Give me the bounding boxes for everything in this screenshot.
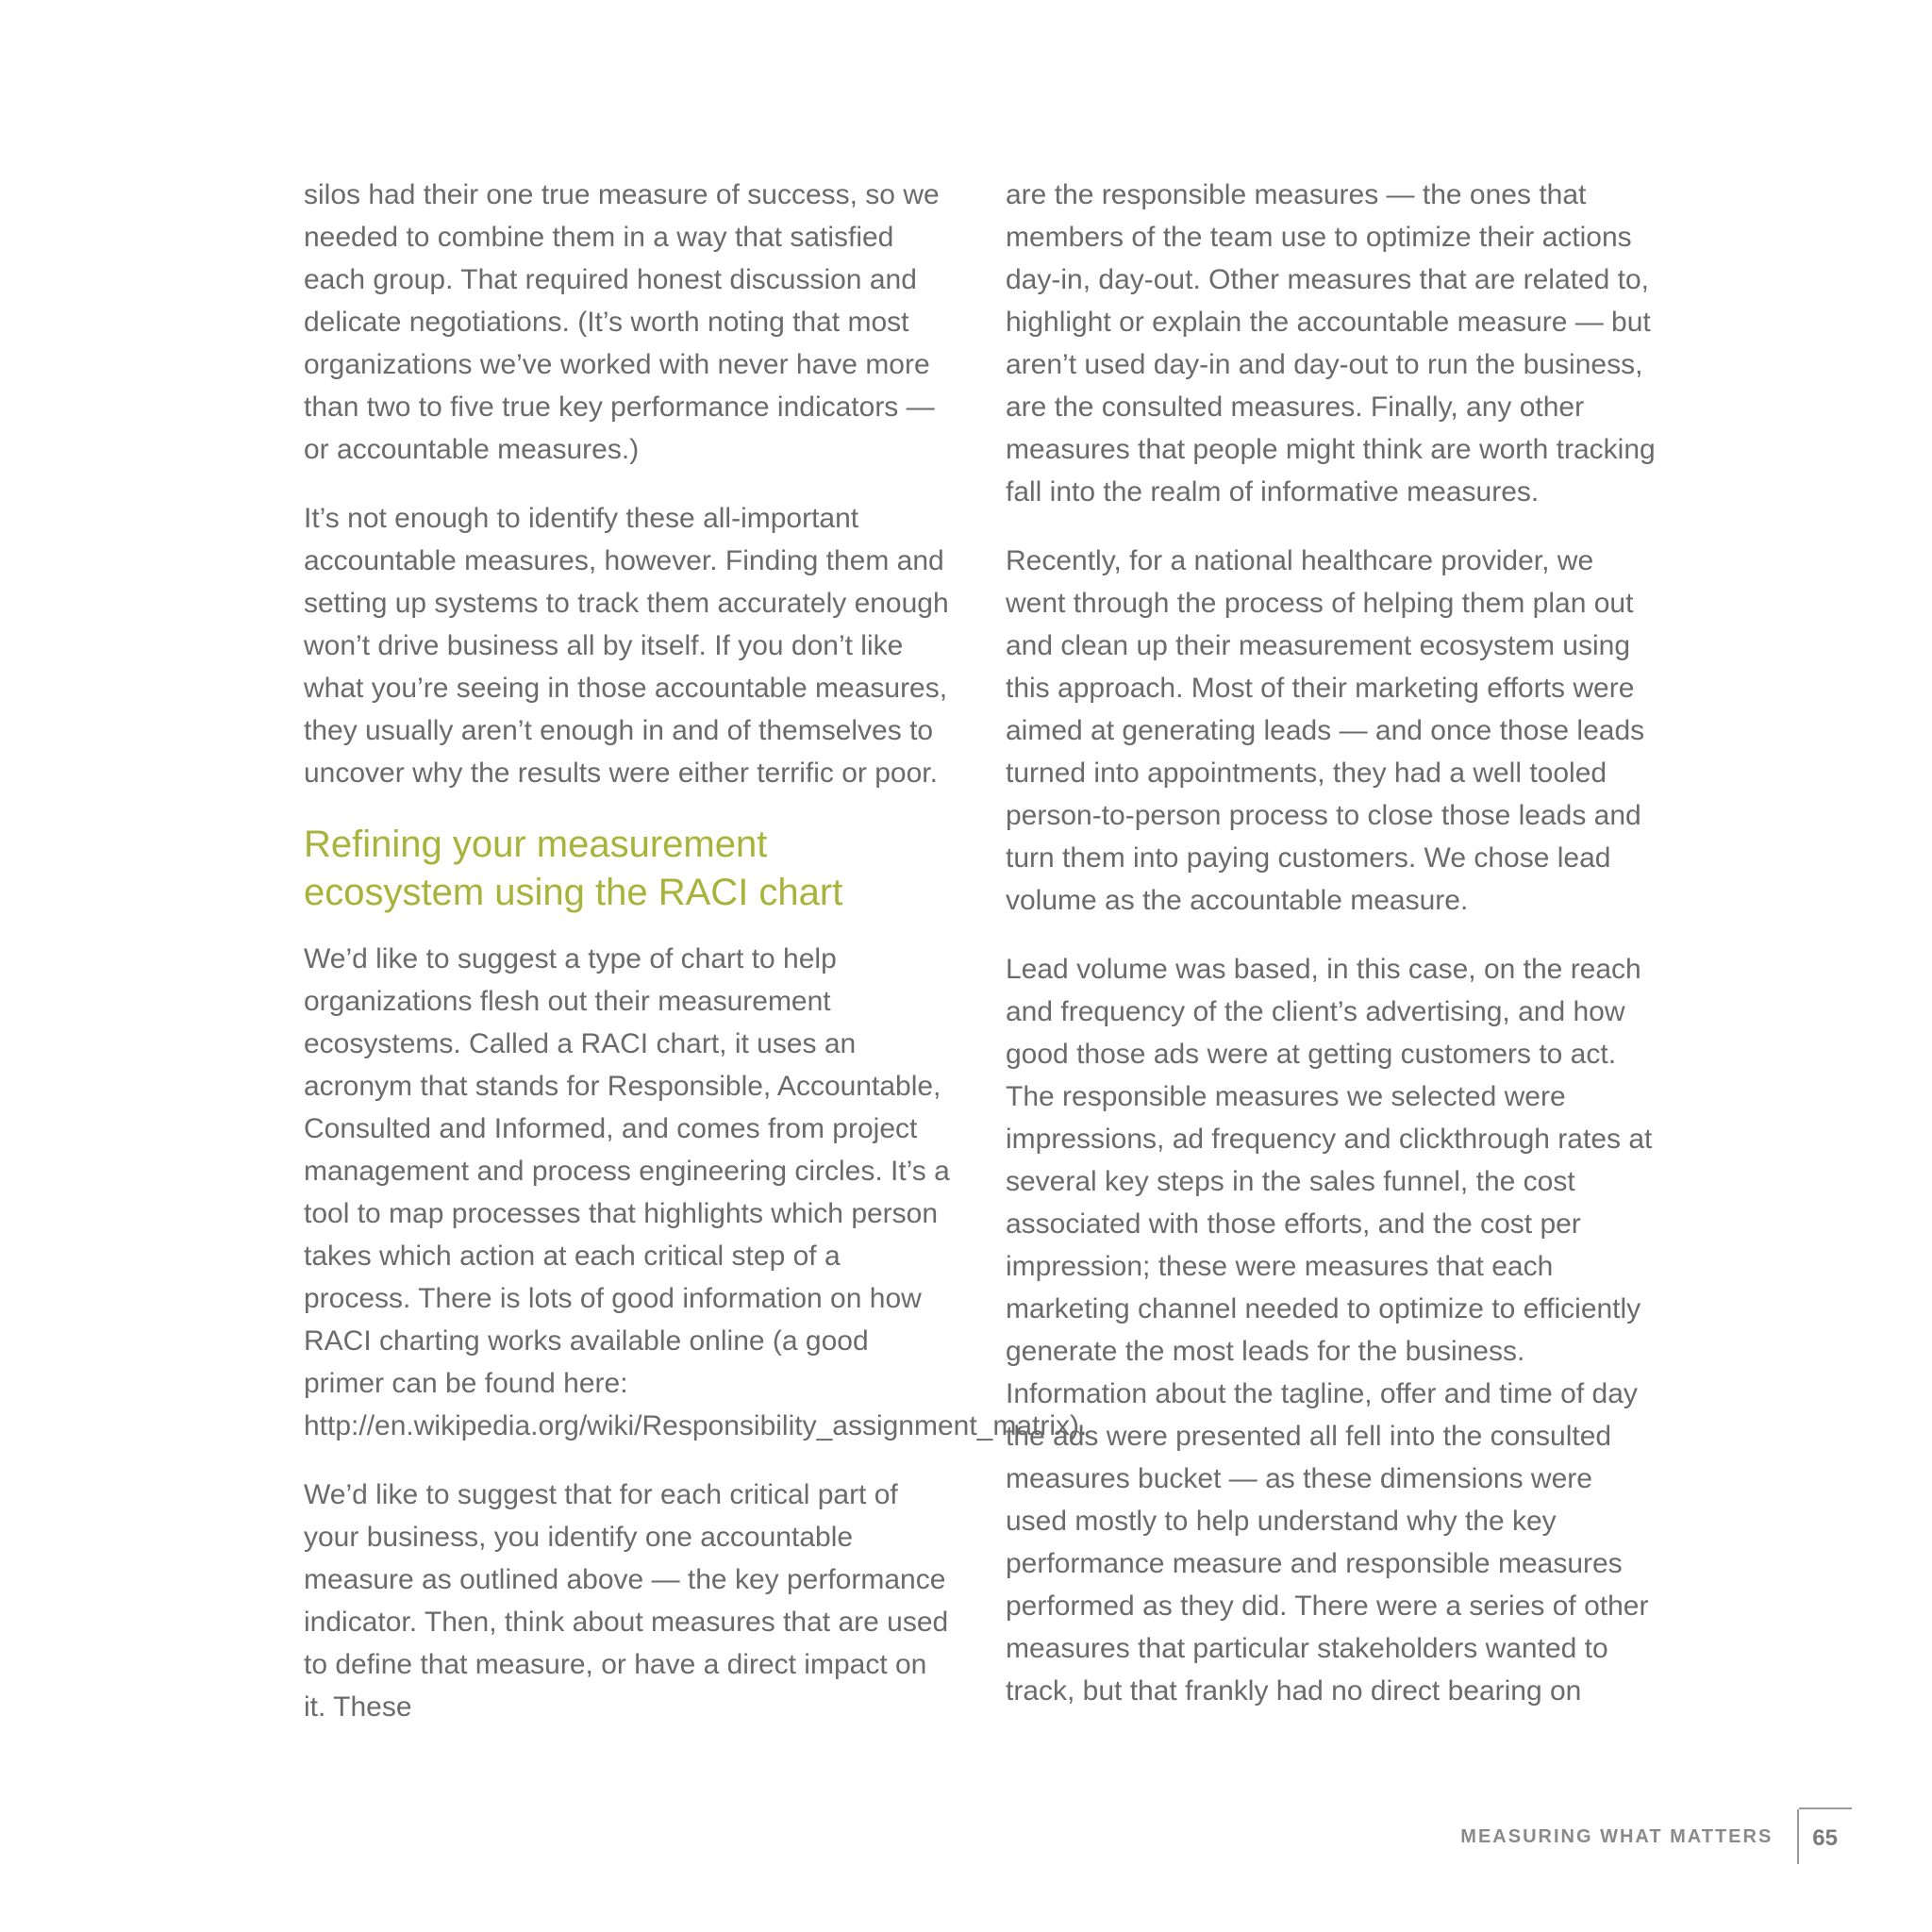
page-number: 65	[1812, 1825, 1838, 1851]
section-heading: Refining your measurement ecosystem using the RACI chart	[304, 824, 843, 913]
footer-top-rule	[1799, 1807, 1852, 1809]
body-paragraph: Recently, for a national healthcare provider, we went through the process of helping them plan out and clean up their measurement ecosystem using this approach. Most of their marketing efforts were aimed at generating leads — and once those leads turned into appointments, they had a well tooled person-to-person process to close those leads and turn them into paying customers. We chose lead volume as the accountable measure.	[1006, 545, 1645, 916]
page-footer	[1460, 1809, 1838, 1864]
body-paragraph: are the responsible measures — the ones that members of the team use to optimize their actions day-in, day-out. Other measures that are related to, highlight or explain the accountable measure — but aren’t used day-in and day-out to run the business, are the consulted measures. Finally, any other measures that people might think are worth tracking fall into the realm of informative measures.	[1006, 179, 1656, 508]
body-paragraph: silos had their one true measure of success, so we needed to combine them in a way that satisfied each group. That required honest discussion and delicate negotiations. (It’s worth noting that most organizations we’ve worked with never have more than two to five true key performance indicators — or accountable measures.)	[304, 179, 940, 465]
body-paragraph: Lead volume was based, in this case, on the reach and frequency of the client’s advertising, and how good those ads were at getting customers to act. The responsible measures we selected were impressions, ad frequency and clickthrough rates at several key steps in the sales funnel, the cost associated with those efforts, and the cost per impression; these were measures that each marketing channel needed to optimize to efficiently generate the most leads for the business. Information about the tagline, offer and time of day the ads were presented all fell into the consulted measures bucket — as these dimensions were used mostly to help understand why the key performance measure and responsible measures performed as they did. There were a series of other measures that particular stakeholders wanted to track, but that frankly had no direct bearing on	[1006, 954, 1653, 1707]
right-column	[1006, 174, 1657, 1739]
page-number-box	[1799, 1807, 1838, 1866]
body-paragraph: We’d like to suggest that for each critical part of your business, you identify one accountable measure as outlined above — the key performance indicator. Then, think about measures that are used to define that measure, or have a direct impact on it. These	[304, 1479, 949, 1723]
running-footer-title: MEASURING WHAT MATTERS	[1460, 1825, 1774, 1847]
body-paragraph: We’d like to suggest a type of chart to help organizations flesh out their measurement ecosystems. Called a RACI chart, it uses an acronym that stands for Responsible, Accountable, Consulted and Informed, and comes from project management and process engineering circles. It’s a tool to map processes that highlights which person takes which action at each critical step of a process. There is lots of good information on how RACI charting works available online (a good primer can be found here: http://en.wikipedia.org/wiki/Responsibility_assignment_matrix).	[304, 943, 1088, 1441]
body-paragraph: It’s not enough to identify these all-important accountable measures, however. Finding them and setting up systems to track them accurately enough won’t drive business all by itself. If you don’t like what you’re seeing in those accountable measures, they usually aren’t enough in and of themselves to uncover why the results were either terrific or poor.	[304, 503, 949, 789]
left-column	[304, 174, 1088, 1755]
